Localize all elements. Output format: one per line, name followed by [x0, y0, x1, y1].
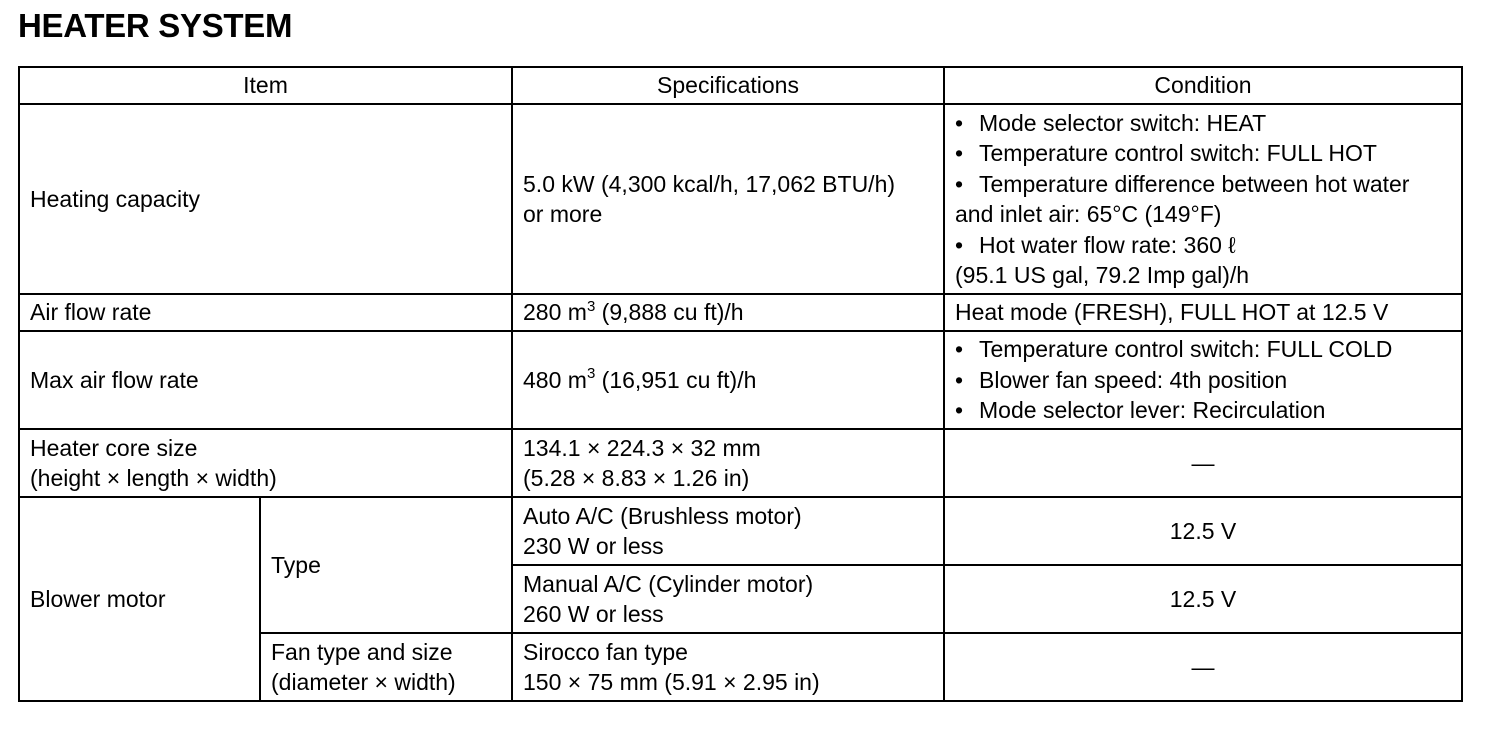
header-item: Item	[19, 67, 512, 104]
spec-cell: Manual A/C (Cylinder motor) 260 W or less	[512, 565, 944, 633]
condition-cell: 12.5 V	[944, 565, 1462, 633]
condition-line: and inlet air: 65°C (149°F)	[955, 201, 1222, 227]
condition-line: (95.1 US gal, 79.2 Imp gal)/h	[955, 262, 1250, 288]
condition-line: • Temperature control switch: FULL COLD	[955, 334, 1451, 365]
type-cell: Type	[260, 497, 512, 633]
condition-line: • Temperature control switch: FULL HOT	[955, 138, 1451, 169]
bullet: •	[955, 140, 964, 166]
item-cell: Heater core size (height × length × width)	[19, 429, 512, 497]
spec-cell: 280 $m^3$ (9,888 cu ft)/h	[512, 294, 944, 331]
condition-line: • Hot water flow rate: 360 ℓ	[955, 230, 1451, 261]
condition-cell: —	[944, 633, 1462, 701]
section-title: HEATER SYSTEM	[18, 7, 293, 44]
bullet: •	[955, 397, 964, 424]
table-row-max-air-flow-rate	[19, 331, 1462, 429]
fan-type-cell: Fan type and size (diameter × width)	[260, 633, 512, 701]
blower-motor-cell: Blower motor	[19, 497, 260, 701]
spec-line: 5.0 kW (4,300 kcal/h, 17,062 BTU/h)	[523, 170, 896, 197]
spec-cell: Sirocco fan type 150 × 75 mm (5.91 × 2.95 in)	[512, 633, 944, 701]
table-row-blower-auto	[19, 497, 1462, 565]
item-cell: Heating capacity	[19, 104, 512, 294]
condition-cell: 12.5 V	[944, 497, 1462, 565]
condition-line: • Blower fan speed: 4th position	[955, 365, 1451, 396]
heater-spec-table	[18, 66, 1463, 702]
spec-cell: Auto A/C (Brushless motor) 230 W or less	[512, 497, 944, 565]
table-row-heater-core-size	[19, 429, 1462, 497]
bullet: •	[955, 170, 964, 197]
header-row	[19, 67, 1462, 104]
condition-cell	[944, 104, 1462, 294]
item-cell: Air flow rate	[19, 294, 512, 331]
condition-cell: Heat mode (FRESH), FULL HOT at 12.5 V	[944, 294, 1462, 331]
condition-line: • Mode selector lever: Recirculation	[955, 395, 1451, 426]
bullet: •	[955, 109, 964, 136]
bullet: •	[955, 231, 964, 258]
header-specifications: Specifications	[512, 67, 944, 104]
item-cell: Max air flow rate	[19, 331, 512, 429]
condition-cell: —	[944, 429, 1462, 497]
condition-line: • Temperature difference between hot water	[955, 169, 1451, 200]
condition-line: • Mode selector switch: HEAT	[955, 108, 1451, 139]
spec-line: or more	[523, 201, 603, 227]
table-row-air-flow-rate	[19, 294, 1462, 331]
spec-cell: 480 $m^3$ (16,951 cu ft)/h	[512, 331, 944, 429]
header-condition: Condition	[944, 67, 1462, 104]
bullet: •	[955, 366, 964, 393]
spec-cell	[512, 104, 944, 294]
table-row-heating-capacity	[19, 104, 1462, 294]
condition-cell	[944, 331, 1462, 429]
bullet: •	[955, 336, 964, 363]
spec-cell: 134.1 × 224.3 × 32 mm (5.28 × 8.83 × 1.26 in)	[512, 429, 944, 497]
